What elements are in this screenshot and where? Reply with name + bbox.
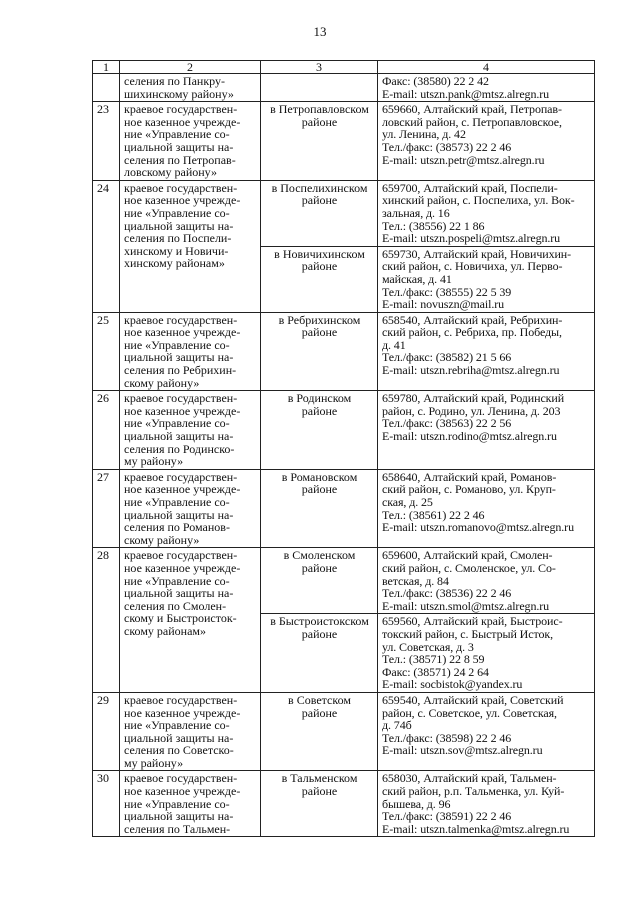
text-line: в Быстроистокском bbox=[270, 614, 369, 629]
row-number-cell: 25 bbox=[93, 312, 120, 391]
text-line: 658540, Алтайский край, Ребрихин- bbox=[382, 312, 563, 327]
text-line: в Ребрихинском bbox=[278, 312, 361, 327]
row-number-cell bbox=[93, 74, 120, 102]
table-row bbox=[93, 391, 595, 470]
text-line: циальной защиты на- bbox=[124, 218, 234, 233]
page-number: 13 bbox=[313, 24, 327, 39]
text-line: Тел./факс: (38555) 22 5 39 bbox=[382, 284, 512, 299]
text-line: краевое государствен- bbox=[124, 180, 238, 195]
text-line: 659540, Алтайский край, Советский bbox=[382, 692, 564, 707]
text-line: Тел./факс: (38536) 22 2 46 bbox=[382, 586, 512, 601]
text-line: ветская, д. 84 bbox=[382, 573, 449, 588]
text-line: скому районам» bbox=[124, 623, 207, 638]
text-line: Тел.: (38571) 22 8 59 bbox=[382, 652, 485, 667]
text-line: в Советском bbox=[288, 692, 351, 707]
text-line: E-mail: utszn.romanovo@mtsz.alregn.ru bbox=[382, 520, 574, 535]
text-line: в Новичихинском bbox=[274, 246, 365, 261]
district-cell bbox=[261, 391, 378, 470]
text-line: районе bbox=[301, 482, 338, 497]
district-cell bbox=[261, 102, 378, 181]
text-line: Тел./факс: (38573) 22 2 46 bbox=[382, 139, 512, 154]
address-cell bbox=[378, 614, 595, 693]
text-line: Тел.: (38556) 22 1 86 bbox=[382, 218, 485, 233]
text-line: ние «Управление со- bbox=[124, 127, 230, 142]
text-line: циальной защиты на- bbox=[124, 350, 234, 365]
organization-cell bbox=[120, 771, 261, 837]
text-line: циальной защиты на- bbox=[124, 730, 234, 745]
text-line: ский район, с. Смоленское, ул. Со- bbox=[382, 560, 556, 575]
text-line: E-mail: utszn.talmenka@mtsz.alregn.ru bbox=[382, 821, 570, 836]
text-line: ская, д. 25 bbox=[382, 495, 433, 509]
text-line: районе bbox=[301, 784, 338, 799]
text-line: 659780, Алтайский край, Родинский bbox=[382, 391, 565, 406]
text-line: хинскому и Новичи- bbox=[124, 243, 229, 258]
text-line: ние «Управление со- bbox=[124, 718, 230, 733]
text-line: районе bbox=[301, 193, 338, 208]
text-line: E-mail: utszn.petr@mtsz.alregn.ru bbox=[382, 152, 545, 167]
text-line: E-mail: novuszn@mail.ru bbox=[382, 297, 505, 312]
table-row bbox=[93, 312, 595, 391]
text-line: хинский район, с. Поспелиха, ул. Вок- bbox=[382, 193, 575, 208]
row-number-cell: 29 bbox=[93, 692, 120, 771]
text-line: 658640, Алтайский край, Романов- bbox=[382, 469, 557, 484]
district-cell bbox=[261, 692, 378, 771]
text-line: E-mail: utszn.rebriha@mtsz.alregn.ru bbox=[382, 363, 560, 378]
text-line: краевое государствен- bbox=[124, 469, 238, 484]
table-row bbox=[93, 74, 595, 102]
text-line: ние «Управление со- bbox=[124, 205, 230, 220]
text-line: Тел.: (38561) 22 2 46 bbox=[382, 507, 485, 522]
text-line: Факс: (38571) 24 2 64 bbox=[382, 664, 489, 679]
text-line: селения по Советско- bbox=[124, 743, 234, 758]
text-line: ное казенное учрежде- bbox=[124, 193, 241, 208]
district-cell bbox=[261, 246, 378, 312]
table-row bbox=[93, 771, 595, 837]
text-line: му району» bbox=[124, 755, 184, 770]
district-cell bbox=[261, 548, 378, 614]
district-cell bbox=[261, 771, 378, 837]
text-line: селения по Поспели- bbox=[124, 231, 232, 246]
text-line: Факс: (38580) 22 2 42 bbox=[382, 74, 489, 88]
text-line: 659730, Алтайский край, Новичихин- bbox=[382, 246, 572, 261]
table-row bbox=[93, 469, 595, 548]
text-line: E-mail: utszn.sov@mtsz.alregn.ru bbox=[382, 743, 543, 758]
row-number-cell: 23 bbox=[93, 102, 120, 181]
text-line: Тел./факс: (38582) 21 5 66 bbox=[382, 350, 512, 365]
table-row bbox=[93, 548, 595, 614]
header-cell-col1: 1 bbox=[93, 61, 120, 74]
text-line: зальная, д. 16 bbox=[382, 205, 450, 220]
district-cell bbox=[261, 469, 378, 548]
organization-cell bbox=[120, 469, 261, 548]
organization-cell bbox=[120, 391, 261, 470]
text-line: ловскому району» bbox=[124, 165, 217, 180]
text-line: селения по Родинско- bbox=[124, 441, 235, 456]
text-line: краевое государствен- bbox=[124, 692, 238, 707]
row-number-cell: 27 bbox=[93, 469, 120, 548]
text-line: E-mail: utszn.pospeli@mtsz.alregn.ru bbox=[382, 231, 561, 246]
text-line: циальной защиты на- bbox=[124, 429, 234, 444]
header-cell-col2: 2 bbox=[120, 61, 261, 74]
district-cell bbox=[261, 312, 378, 391]
text-line: ние «Управление со- bbox=[124, 796, 230, 811]
address-cell bbox=[378, 312, 595, 391]
address-cell bbox=[378, 391, 595, 470]
text-line: ние «Управление со- bbox=[124, 416, 230, 431]
text-line: ное казенное учрежде- bbox=[124, 403, 241, 418]
text-line: Тел./факс: (38598) 22 2 46 bbox=[382, 730, 512, 745]
table-header-row bbox=[93, 61, 595, 74]
text-line: районе bbox=[301, 626, 338, 641]
text-line: ловский район, с. Петропавловское, bbox=[382, 114, 562, 129]
address-cell bbox=[378, 102, 595, 181]
text-line: майская, д. 41 bbox=[382, 271, 452, 286]
text-line: в Тальменском bbox=[281, 771, 358, 786]
header-cell-col4: 4 bbox=[378, 61, 595, 74]
organization-cell bbox=[120, 692, 261, 771]
text-line: районе bbox=[301, 114, 338, 129]
text-line: районе bbox=[301, 325, 338, 340]
text-line: ул. Советская, д. 3 bbox=[382, 639, 474, 654]
address-cell bbox=[378, 74, 595, 102]
text-line: скому и Быстроисток- bbox=[124, 611, 237, 626]
text-line: ное казенное учрежде- bbox=[124, 705, 241, 720]
district-cell bbox=[261, 74, 378, 102]
text-line: ние «Управление со- bbox=[124, 337, 230, 352]
text-line: циальной защиты на- bbox=[124, 507, 234, 522]
text-line: скому району» bbox=[124, 532, 200, 547]
text-line: краевое государствен- bbox=[124, 548, 238, 563]
address-cell bbox=[378, 180, 595, 246]
text-line: ние «Управление со- bbox=[124, 495, 230, 509]
organization-cell bbox=[120, 74, 261, 102]
text-line: в Смоленском bbox=[283, 548, 356, 563]
text-line: ное казенное учрежде- bbox=[124, 325, 241, 340]
text-line: ное казенное учрежде- bbox=[124, 482, 241, 497]
table-row bbox=[93, 102, 595, 181]
text-line: 659700, Алтайский край, Поспели- bbox=[382, 180, 558, 195]
organization-cell bbox=[120, 180, 261, 312]
text-line: район, с. Советское, ул. Советская, bbox=[382, 705, 557, 720]
row-number-cell: 26 bbox=[93, 391, 120, 470]
text-line: районе bbox=[301, 705, 338, 720]
table-row bbox=[93, 180, 595, 246]
text-line: ное казенное учрежде- bbox=[124, 560, 241, 575]
text-line: циальной защиты на- bbox=[124, 139, 234, 154]
text-line: д. 74б bbox=[382, 718, 412, 733]
text-line: селения по Петропав- bbox=[124, 152, 236, 167]
organization-cell bbox=[120, 548, 261, 693]
text-line: скому району» bbox=[124, 375, 200, 390]
text-line: му району» bbox=[124, 454, 184, 469]
text-line: E-mail: socbistok@yandex.ru bbox=[382, 677, 523, 692]
header-cell-col3: 3 bbox=[261, 61, 378, 74]
district-cell bbox=[261, 180, 378, 246]
text-line: в Родинском bbox=[287, 391, 352, 406]
text-line: 659560, Алтайский край, Быстроис- bbox=[382, 614, 563, 629]
text-line: токский район, с. Быстрый Исток, bbox=[382, 626, 553, 641]
text-line: Тел./факс: (38591) 22 2 46 bbox=[382, 809, 512, 824]
table-row bbox=[93, 692, 595, 771]
district-cell bbox=[261, 614, 378, 693]
text-line: краевое государствен- bbox=[124, 312, 238, 327]
text-line: районе bbox=[301, 560, 338, 575]
text-line: краевое государствен- bbox=[124, 771, 238, 786]
text-line: селения по Ребрихин- bbox=[124, 363, 237, 378]
text-line: E-mail: utszn.pank@mtsz.alregn.ru bbox=[382, 86, 550, 101]
text-line: шихинскому району» bbox=[124, 86, 234, 101]
text-line: 659660, Алтайский край, Петропав- bbox=[382, 102, 562, 117]
text-line: ский район, с. Новичиха, ул. Перво- bbox=[382, 259, 563, 274]
text-line: ский район, с. Ребриха, пр. Победы, bbox=[382, 325, 562, 340]
text-line: бышева, д. 96 bbox=[382, 796, 451, 811]
text-line: район, с. Родино, ул. Ленина, д. 203 bbox=[382, 403, 561, 418]
text-line: 658030, Алтайский край, Тальмен- bbox=[382, 771, 557, 786]
text-line: ное казенное учрежде- bbox=[124, 114, 241, 129]
text-line: районе bbox=[301, 259, 338, 274]
text-line: селения по Панкру- bbox=[124, 74, 225, 88]
text-line: E-mail: utszn.smol@mtsz.alregn.ru bbox=[382, 598, 550, 613]
address-cell bbox=[378, 692, 595, 771]
text-line: ное казенное учрежде- bbox=[124, 784, 241, 799]
address-cell bbox=[378, 548, 595, 614]
text-line: ние «Управление со- bbox=[124, 573, 230, 588]
offices-table bbox=[92, 60, 595, 837]
text-line: циальной защиты на- bbox=[124, 586, 234, 601]
row-number-cell: 24 bbox=[93, 180, 120, 312]
text-line: ский район, с. Романово, ул. Круп- bbox=[382, 482, 556, 497]
text-line: Тел./факс: (38563) 22 2 56 bbox=[382, 416, 512, 431]
organization-cell bbox=[120, 312, 261, 391]
text-line: селения по Смолен- bbox=[124, 598, 227, 613]
text-line: в Петропавловском bbox=[270, 102, 369, 117]
text-line: селения по Романов- bbox=[124, 520, 230, 535]
text-line: районе bbox=[301, 403, 338, 418]
text-line: хинскому районам» bbox=[124, 256, 225, 271]
row-number-cell: 28 bbox=[93, 548, 120, 693]
address-cell bbox=[378, 771, 595, 837]
text-line: в Романовском bbox=[281, 469, 358, 484]
text-line: E-mail: utszn.rodino@mtsz.alregn.ru bbox=[382, 429, 557, 444]
text-line: д. 41 bbox=[382, 337, 406, 352]
text-line: ский район, р.п. Тальменка, ул. Куй- bbox=[382, 784, 565, 799]
address-cell bbox=[378, 469, 595, 548]
text-line: циальной защиты на- bbox=[124, 809, 234, 824]
organization-cell bbox=[120, 102, 261, 181]
text-line: краевое государствен- bbox=[124, 102, 238, 117]
address-cell bbox=[378, 246, 595, 312]
text-line: краевое государствен- bbox=[124, 391, 238, 406]
row-number-cell: 30 bbox=[93, 771, 120, 837]
text-line: 659600, Алтайский край, Смолен- bbox=[382, 548, 553, 563]
text-line: ул. Ленина, д. 42 bbox=[382, 127, 466, 142]
text-line: в Поспелихинском bbox=[271, 180, 368, 195]
text-line: селения по Тальмен- bbox=[124, 821, 231, 836]
